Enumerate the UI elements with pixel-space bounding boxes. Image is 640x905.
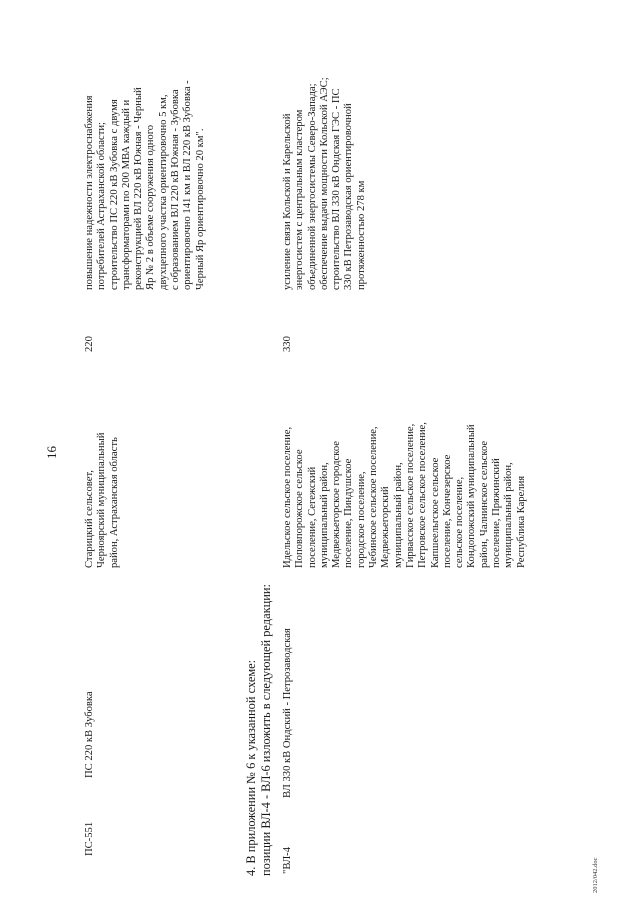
row-purpose-vl4: усиление связи Кольской и Карельской энергосистем с центральным кластером объединенной энергосистемы Северо-Запада; обеспечение выдачи мощности Кольской АЭС; строительство ВЛ 330 кВ Ондская ГЭС - ПС 330 кВ Петрозаводская ориентировочной протяженностью 278 км xyxy=(282,77,367,290)
row-voltage-ps551: 220 xyxy=(84,336,95,352)
row-name-ps551: ПС 220 кВ Зубовка xyxy=(84,691,95,778)
row-name-vl4: ВЛ 330 кВ Ондский - Петрозаводская xyxy=(282,628,293,798)
row-purpose-ps551: повышение надежности электроснабжения потребителей Астраханской области; строительство ПС 220 кВ Зубовка с двумя трансформаторами по 200 МВА каждый и реконструкцией ВЛ 220 кВ Южная - Черный Яр № 2 в объеме сооружения одного двухцепного участка ориентировочно 5 км, с образованием ВЛ 220 кВ Южная - Зубовка ориентировочно 141 км и ВЛ 220 кВ Зубовка - Черный Яр ориентировочно 20 км". xyxy=(84,80,206,290)
row-location-vl4: Идельское сельское поселение, Поповпорожское сельское поселение, Сегежский муниципальный район, Медвежьегорское городское поселение, Пиндушское городское поселение, Чебинское сельское поселение, Медвежьегорский муниципальный район, Гирвасское сельское поселение, Петровское сельское поселение, Капшеельгское сельское поселение, Кончезерское сельское поселение, Кондопожский муниципальный район, Чалнинское сельское поселение, Пряжинский муниципальный район, Республика Карелия xyxy=(282,422,527,568)
amendment-instruction: 4. В приложении № 6 к указанной схеме: позиции ВЛ-4 - ВЛ-6 изложить в следующей редакции: xyxy=(244,584,273,876)
row-code-vl4: "ВЛ-4 xyxy=(282,847,293,874)
row-voltage-vl4: 330 xyxy=(282,336,293,352)
row-code-ps551: ПС-551 xyxy=(84,821,95,856)
row-location-ps551: Старицкий сельсовет, Черноярский муниципальный район, Астраханская область xyxy=(84,432,120,568)
page-number: 16 xyxy=(44,446,59,459)
document-footer: 2012/042.doc xyxy=(592,857,599,893)
